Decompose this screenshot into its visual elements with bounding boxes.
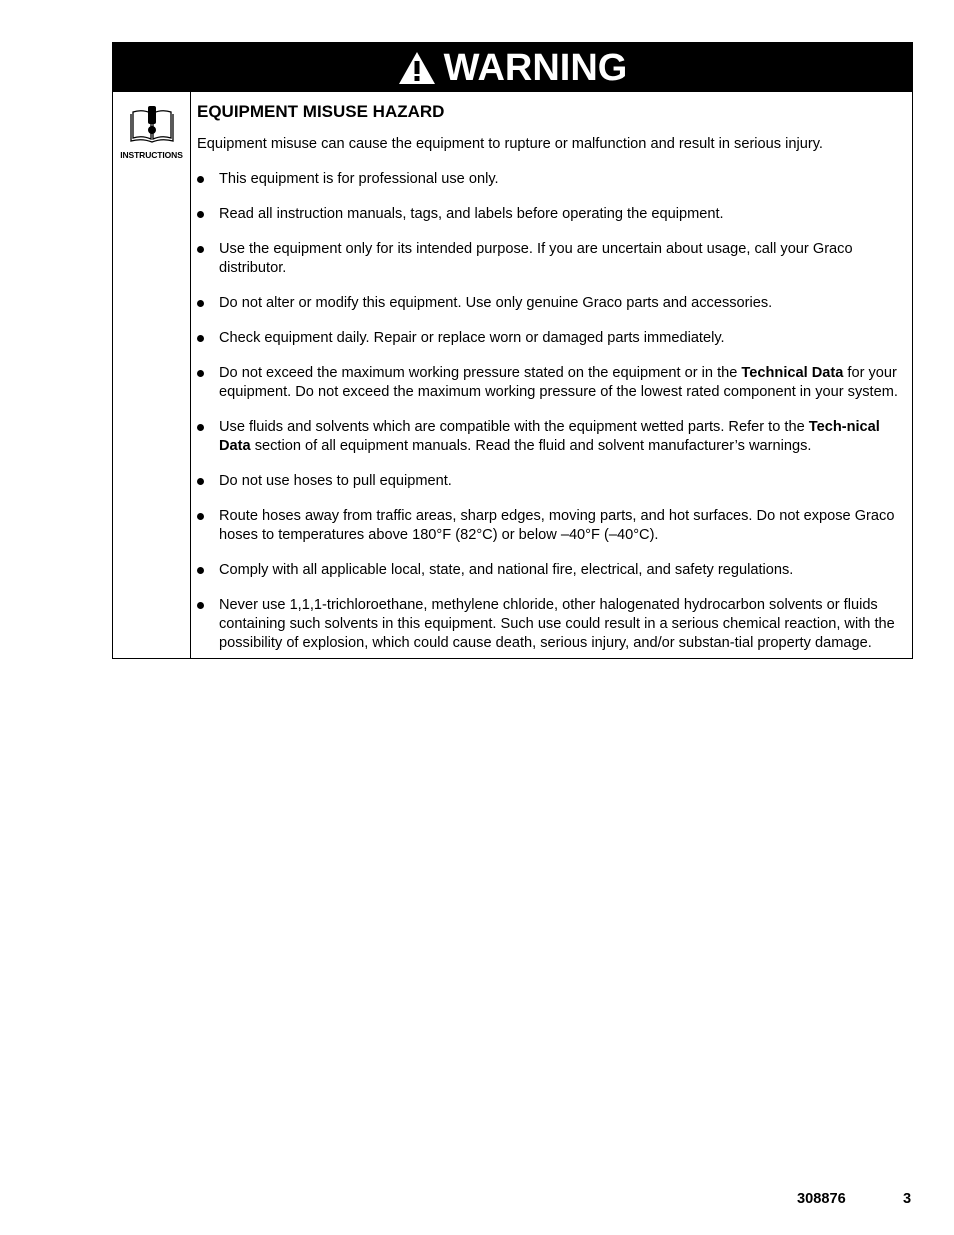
bullet-icon <box>197 567 204 574</box>
list-item <box>197 205 900 224</box>
list-item <box>197 240 900 278</box>
bold-reference: Tech-nical Data <box>219 419 880 454</box>
list-item-text: Read all instruction manuals, tags, and labels before operating the equipment. <box>219 206 724 222</box>
list-item-text: Use the equipment only for its intended purpose. If you are uncertain about usage, call your Graco distributor. <box>219 241 853 276</box>
warning-header <box>113 43 912 92</box>
list-item-text: Never use 1,1,1-trichloroethane, methylene chloride, other halogenated hydrocarbon solvents or fluids containing such solvents in this equipment. Such use could result in a serious chemical reaction, with the possibility of explosion, which could cause death, serious injury, and/or substan-tial property damage. <box>219 597 895 651</box>
list-item-text: for your equipment. Do not exceed the maximum working pressure of the lowest rated component in your system. <box>219 365 898 400</box>
hazard-list <box>197 170 900 653</box>
hazard-intro: Equipment misuse can cause the equipment to rupture or malfunction and result in serious injury. <box>197 136 823 152</box>
page-number: 3 <box>903 1191 912 1207</box>
warning-body <box>113 92 912 658</box>
list-item-text: Check equipment daily. Repair or replace worn or damaged parts immediately. <box>219 330 725 346</box>
list-item <box>197 170 900 189</box>
list-item-text: Comply with all applicable local, state, and national fire, electrical, and safety regulations. <box>219 562 794 578</box>
list-item-text: This equipment is for professional use only. <box>219 171 499 187</box>
bullet-icon <box>197 335 204 342</box>
instruction-manual-icon <box>130 104 174 144</box>
list-item <box>197 418 900 456</box>
warning-title: WARNING <box>443 46 628 89</box>
list-item-text: Route hoses away from traffic areas, sharp edges, moving parts, and hot surfaces. Do not expose Graco hoses to temperatures above 180°F (82°C) or below –40°F (–40°C). <box>219 508 895 543</box>
bullet-icon <box>197 513 204 520</box>
bullet-icon <box>197 211 204 218</box>
list-item <box>197 561 900 580</box>
doc-number: 308876 <box>797 1191 846 1207</box>
list-item <box>197 472 900 491</box>
bullet-icon <box>197 602 204 609</box>
list-item-text: Use fluids and solvents which are compatible with the equipment wetted parts. Refer to the <box>219 419 809 435</box>
list-item <box>197 596 900 653</box>
bullet-icon <box>197 478 204 485</box>
bullet-icon <box>197 176 204 183</box>
list-item <box>197 364 900 402</box>
list-item-text: section of all equipment manuals. Read the fluid and solvent manufacturer’s warnings. <box>250 438 812 454</box>
bullet-icon <box>197 300 204 307</box>
list-item-text: Do not exceed the maximum working pressure stated on the equipment or in the <box>219 365 742 381</box>
warning-triangle-icon <box>398 51 436 85</box>
list-item-text: Do not use hoses to pull equipment. <box>219 473 452 489</box>
list-item <box>197 329 900 348</box>
list-item-text: Do not alter or modify this equipment. Use only genuine Graco parts and accessories. <box>219 295 773 311</box>
bullet-icon <box>197 246 204 253</box>
bullet-icon <box>197 370 204 377</box>
warning-text-column <box>191 92 912 658</box>
icon-column <box>113 92 191 658</box>
bullet-icon <box>197 424 204 431</box>
list-item <box>197 507 900 545</box>
icon-label: INSTRUCTIONS <box>120 150 183 160</box>
bold-reference: Technical Data <box>741 365 844 381</box>
hazard-title: EQUIPMENT MISUSE HAZARD <box>197 102 445 121</box>
warning-box <box>112 42 913 659</box>
list-item <box>197 294 900 313</box>
